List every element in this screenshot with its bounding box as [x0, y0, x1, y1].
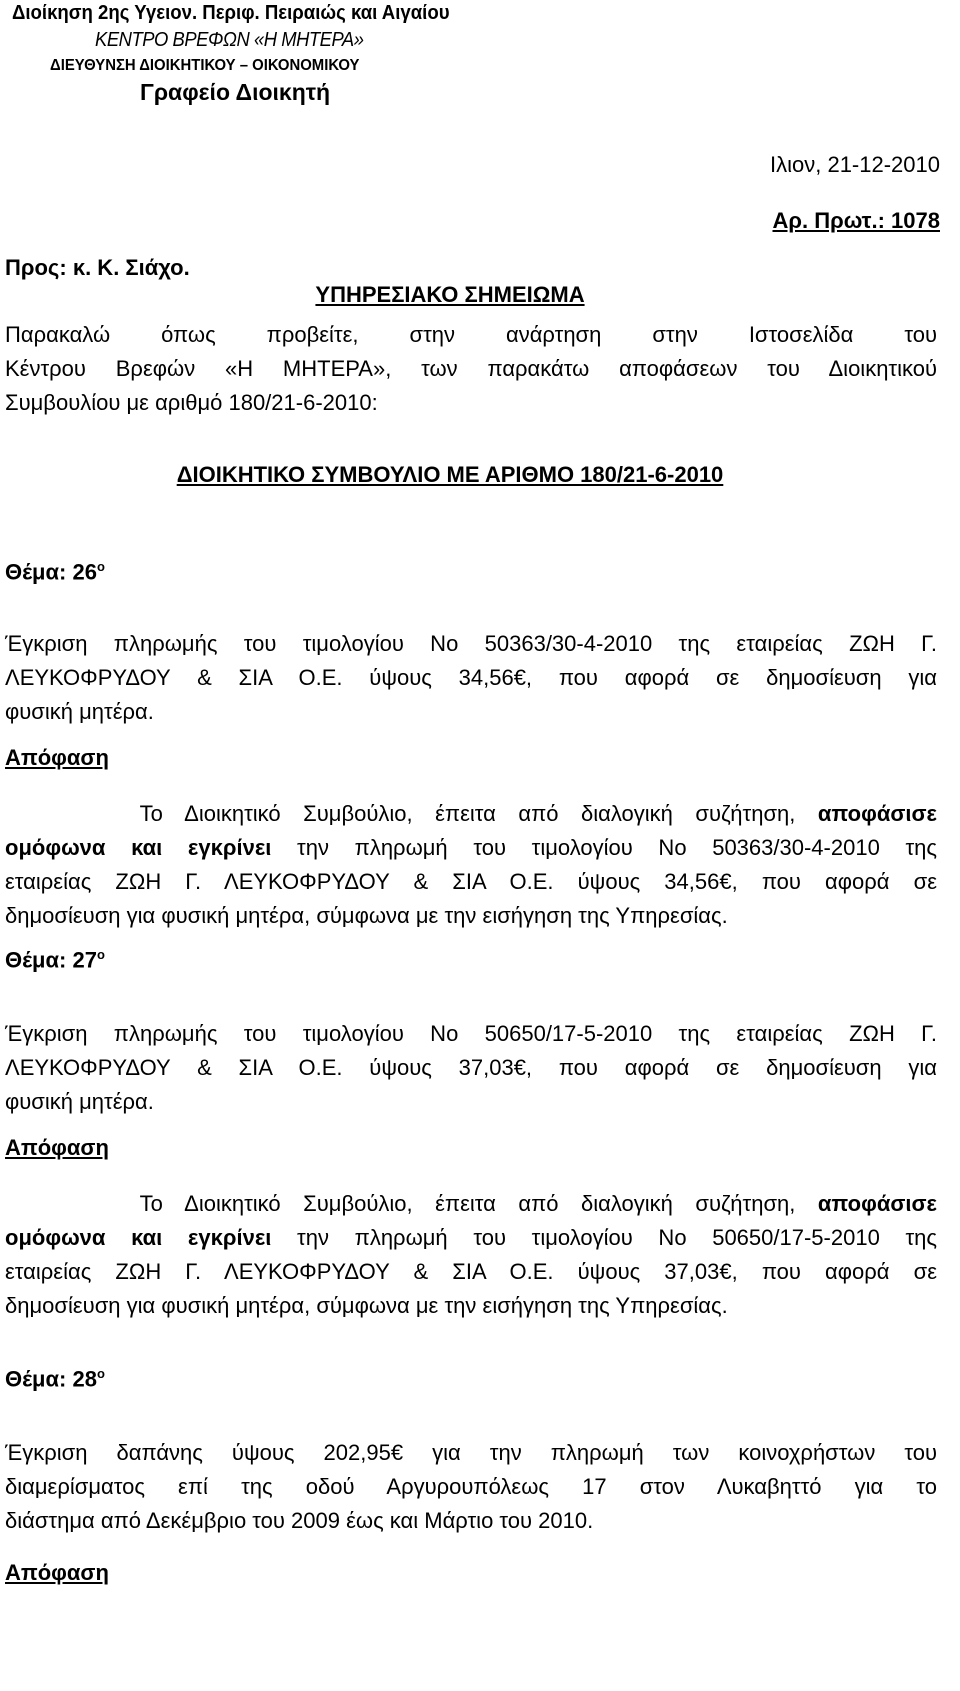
- bold-text: ομόφωνα και εγκρίνει: [5, 1225, 272, 1250]
- bold-text: ομόφωνα και εγκρίνει: [5, 835, 272, 860]
- text-line: [5, 1470, 937, 1504]
- text-line: [5, 1085, 937, 1119]
- text-segment: ΛΕΥΚΟΦΡΥΔΟΥ & ΣΙΑ Ο.Ε. ύψους 34,56€, που αφορά σε δημοσίευση για: [5, 665, 937, 690]
- text-line: [5, 865, 937, 899]
- subject-ordinal: ο: [96, 947, 105, 962]
- subject-heading-26: [5, 559, 105, 585]
- text-segment: διάστημα από Δεκέμβριο του 2009 έως και Μάρτιο του 2010.: [5, 1508, 594, 1533]
- subject-ordinal: ο: [96, 1366, 105, 1381]
- text-segment: δημοσίευση για φυσική μητέρα, σύμφωνα με την εισήγηση της Υπηρεσίας.: [5, 903, 728, 928]
- text-line: [5, 831, 937, 865]
- subject-heading-28: [5, 1366, 105, 1392]
- subject-description-26: [5, 627, 937, 729]
- text-segment: Το Διοικητικό Συμβούλιο, έπειτα από διαλογική συζήτηση,: [5, 1191, 818, 1216]
- text-line: [5, 318, 937, 352]
- text-line: [5, 386, 937, 420]
- text-line: [5, 695, 937, 729]
- text-line: [5, 1187, 937, 1221]
- memo-title: ΥΠΗΡΕΣΙΑΚΟ ΣΗΜΕΙΩΜΑ: [315, 282, 585, 307]
- decision-heading-27: Απόφαση: [5, 1135, 109, 1160]
- protocol-number: Αρ. Πρωτ.: 1078: [772, 208, 940, 233]
- text-segment: Το Διοικητικό Συμβούλιο, έπειτα από διαλογική συζήτηση,: [5, 801, 818, 826]
- text-segment: ΛΕΥΚΟΦΡΥΔΟΥ & ΣΙΑ Ο.Ε. ύψους 37,03€, που αφορά σε δημοσίευση για: [5, 1055, 937, 1080]
- text-line: [5, 352, 937, 386]
- text-line: [5, 1289, 937, 1323]
- text-line: [5, 1504, 937, 1538]
- decision-heading-28: Απόφαση: [5, 1560, 109, 1585]
- header-directorate: ΔΙΕΥΘΥΝΣΗ ΔΙΟΙΚΗΤΙΚΟΥ – ΟΙΚΟΝΟΜΙΚΟΥ: [50, 57, 360, 74]
- text-segment: Παρακαλώ όπως προβείτε, στην ανάρτηση στην Ιστοσελίδα του: [5, 322, 937, 347]
- text-segment: φυσική μητέρα.: [5, 1089, 154, 1114]
- subject-label: Θέμα: 28: [5, 1366, 97, 1392]
- text-line: [5, 797, 937, 831]
- intro-paragraph: [5, 318, 937, 420]
- text-segment: δημοσίευση για φυσική μητέρα, σύμφωνα με την εισήγηση της Υπηρεσίας.: [5, 1293, 728, 1318]
- text-line: [5, 1255, 937, 1289]
- text-segment: εταιρείας ΖΩΗ Γ. ΛΕΥΚΟΦΡΥΔΟΥ & ΣΙΑ Ο.Ε. ύψους 34,56€, που αφορά σε: [5, 869, 937, 894]
- text-line: [5, 1051, 937, 1085]
- decision-heading-26: Απόφαση: [5, 745, 109, 770]
- subject-heading-27: [5, 947, 105, 973]
- subject-ordinal: ο: [96, 559, 105, 574]
- document-date: Ιλιον, 21-12-2010: [770, 152, 940, 177]
- bold-text: αποφάσισε: [817, 801, 937, 826]
- decision-text-27: [5, 1187, 937, 1323]
- text-segment: την πληρωμή του τιμολογίου Νο 50650/17-5-2010 της: [271, 1225, 937, 1250]
- bold-text: αποφάσισε: [817, 1191, 937, 1216]
- text-segment: φυσική μητέρα.: [5, 699, 154, 724]
- text-line: [5, 1436, 937, 1470]
- text-segment: εταιρείας ΖΩΗ Γ. ΛΕΥΚΟΦΡΥΔΟΥ & ΣΙΑ Ο.Ε. ύψους 37,03€, που αφορά σε: [5, 1259, 937, 1284]
- text-line: [5, 627, 937, 661]
- text-segment: Έγκριση πληρωμής του τιμολογίου Νο 50650/17-5-2010 της εταιρείας ΖΩΗ Γ.: [5, 1021, 937, 1046]
- text-line: [5, 1017, 937, 1051]
- text-segment: Συμβουλίου με αριθμό 180/21-6-2010:: [5, 390, 378, 415]
- text-segment: διαμερίσματος επί της οδού Αργυρουπόλεως 17 στον Λυκαβηττό για το: [5, 1474, 937, 1499]
- text-line: [5, 899, 937, 933]
- subject-label: Θέμα: 27: [5, 947, 97, 973]
- decision-text-26: [5, 797, 937, 933]
- text-segment: την πληρωμή του τιμολογίου Νο 50363/30-4-2010 της: [271, 835, 937, 860]
- text-segment: Κέντρου Βρεφών «Η ΜΗΤΕΡΑ», των παρακάτω αποφάσεων του Διοικητικού: [5, 356, 937, 381]
- board-title: ΔΙΟΙΚΗΤΙΚΟ ΣΥΜΒΟΥΛΙΟ ΜΕ ΑΡΙΘΜΟ 180/21-6-2010: [176, 462, 724, 487]
- header-center-name: ΚΕΝΤΡΟ ΒΡΕΦΩΝ «Η ΜΗΤΕΡΑ»: [95, 29, 364, 51]
- recipient: Προς: κ. Κ. Σιάχο.: [5, 255, 190, 280]
- header-office: Γραφείο Διοικητή: [140, 79, 331, 105]
- text-segment: Έγκριση δαπάνης ύψους 202,95€ για την πληρωμή των κοινοχρήστων του: [5, 1440, 937, 1465]
- header-authority: Διοίκηση 2ης Υγειον. Περιφ. Πειραιώς και Αιγαίου: [12, 2, 450, 24]
- subject-description-28: [5, 1436, 937, 1538]
- text-line: [5, 1221, 937, 1255]
- text-line: [5, 661, 937, 695]
- text-segment: Έγκριση πληρωμής του τιμολογίου Νο 50363/30-4-2010 της εταιρείας ΖΩΗ Γ.: [5, 631, 937, 656]
- subject-description-27: [5, 1017, 937, 1119]
- subject-label: Θέμα: 26: [5, 559, 97, 585]
